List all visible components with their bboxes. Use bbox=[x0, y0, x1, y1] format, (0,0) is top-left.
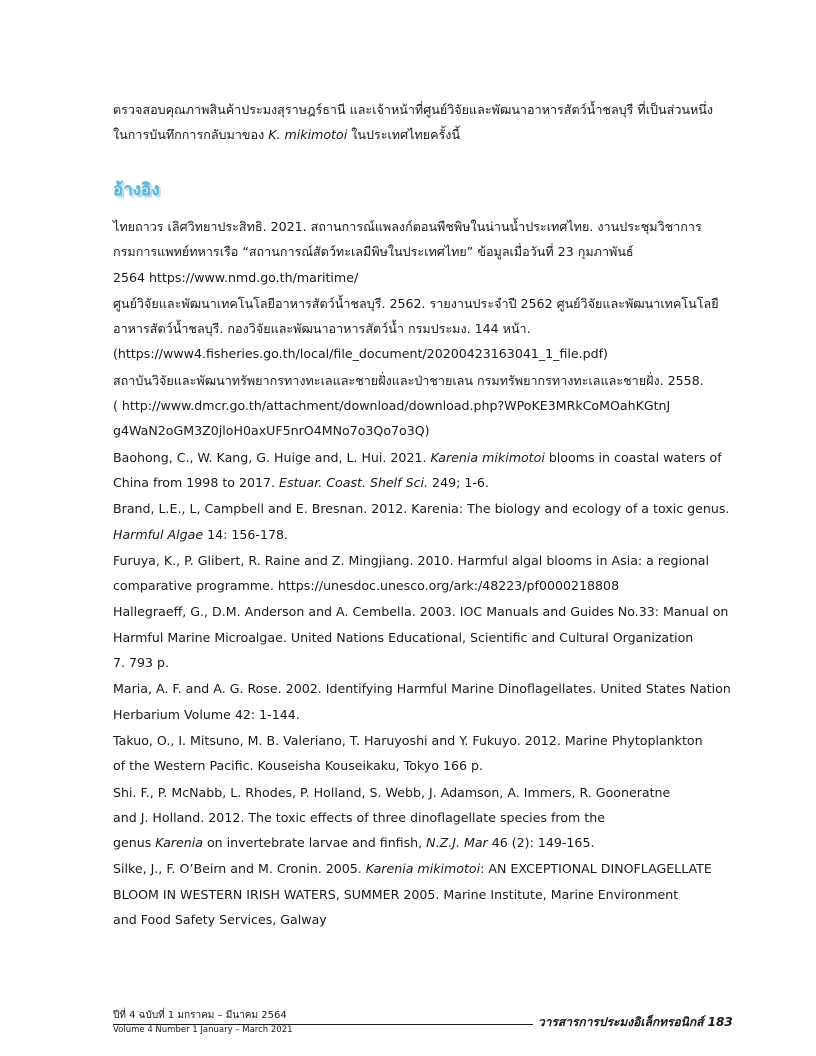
reference-text: and J. Holland. 2012. The toxic effects of three dinoflagellate species from the bbox=[113, 809, 605, 825]
reference-text: Herbarium Volume 42: 1-144. bbox=[113, 706, 300, 722]
reference-entry bbox=[113, 599, 741, 675]
references-heading: อ้างอิง bbox=[113, 180, 160, 200]
footer-issue-thai: ปีที่ 4 ฉบับที่ 1 มกราคม – มีนาคม 2564 bbox=[113, 1010, 287, 1021]
journal-name: Estuar. Coast. Shelf Sci. bbox=[279, 474, 429, 490]
intro-line bbox=[113, 97, 741, 122]
reference-text: 249; 1-6. bbox=[428, 474, 489, 490]
reference-text: of the Western Pacific. Kouseisha Kouseikaku, Tokyo 166 p. bbox=[113, 758, 483, 774]
footer-journal bbox=[538, 1013, 733, 1032]
footer-issue bbox=[113, 1009, 293, 1037]
intro-text: ในประเทศไทยครั้งนี้ bbox=[347, 127, 461, 142]
reference-text: Brand, L.E., L, Campbell and E. Bresnan. 2012. Karenia: The biology and ecology of a toxic genus. bbox=[113, 501, 730, 517]
reference-link[interactable]: 2564 https://www.nmd.go.th/maritime/ bbox=[113, 269, 359, 285]
reference-text: Hallegraeff, G., D.M. Anderson and A. Cembella. 2003. IOC Manuals and Guides No.33: Manual on bbox=[113, 604, 729, 620]
reference-text: สถาบันวิจัยและพัฒนาทรัพยากรทางทะเลและชายฝั่งและป่าชายเลน กรมทรัพยากรทางทะเลและชายฝั่ง. 2558. bbox=[113, 372, 704, 388]
reference-text: China from 1998 to 2017. bbox=[113, 474, 280, 490]
reference-text: Silke, J., F. O’Beirn and M. Cronin. 2005. bbox=[113, 861, 366, 877]
reference-entry bbox=[113, 214, 741, 290]
reference-text: and Food Safety Services, Galway bbox=[113, 912, 327, 928]
footer-issue-english: Volume 4 Number 1 January – March 2021 bbox=[113, 1025, 293, 1035]
reference-text: Shi. F., P. McNabb, L. Rhodes, P. Holland, S. Webb, J. Adamson, A. Immers, R. Gooneratne bbox=[113, 784, 671, 800]
reference-entry bbox=[113, 368, 741, 444]
reference-text: ไทยถาวร เลิศวิทยาประสิทธิ. 2021. สถานการณ์แพลงก์ตอนพืชพิษในน่านน้ำประเทศไทย. งานประชุมวิชาการ bbox=[113, 219, 702, 234]
species-name: Karenia mikimotoi bbox=[430, 449, 545, 465]
reference-entry bbox=[113, 780, 741, 856]
species-name: Karenia mikimotoi bbox=[365, 861, 481, 877]
reference-entry bbox=[113, 548, 741, 599]
species-name: K. mikimotoi bbox=[268, 127, 348, 142]
intro-line bbox=[113, 122, 741, 147]
reference-entry bbox=[113, 445, 741, 496]
reference-text: blooms in coastal waters of bbox=[544, 449, 722, 465]
reference-text: Baohong, C., W. Kang, G. Huige and, L. Hui. 2021. bbox=[113, 449, 431, 465]
reference-text: BLOOM IN WESTERN IRISH WATERS, SUMMER 2005. Marine Institute, Marine Environment bbox=[113, 886, 679, 902]
reference-entry bbox=[113, 676, 741, 727]
species-name: Karenia bbox=[155, 835, 203, 851]
reference-text: 14: 156-178. bbox=[203, 526, 289, 542]
journal-title: วารสารการประมงอิเล็กทรอนิกส์ bbox=[538, 1015, 704, 1029]
reference-entry bbox=[113, 856, 741, 932]
reference-entry bbox=[113, 728, 741, 779]
reference-text: 7. 793 p. bbox=[113, 655, 170, 671]
reference-entry bbox=[113, 291, 741, 367]
reference-link[interactable]: g4WaN2oGM3Z0jloH0axUF5nrO4MNo7o3Qo7o3Q) bbox=[113, 423, 430, 439]
reference-text: Takuo, O., I. Mitsuno, M. B. Valeriano, T. Haruyoshi and Y. Fukuyo. 2012. Marine Phytoplankton bbox=[113, 732, 703, 748]
reference-list bbox=[113, 214, 741, 933]
journal-name: Harmful Algae bbox=[113, 526, 204, 542]
reference-text: Harmful Marine Microalgae. United Nations Educational, Scientific and Cultural Organization bbox=[113, 629, 694, 645]
intro-paragraph bbox=[113, 97, 741, 147]
reference-text: comparative programme. https://unesdoc.unesco.org/ark:/48223/pf0000218808 bbox=[113, 578, 620, 594]
reference-link[interactable]: ( http://www.dmcr.go.th/attachment/download/download.php?WPoKE3MRkCoMOahKGtnJ bbox=[113, 398, 671, 414]
journal-name: N.Z.J. Mar bbox=[426, 835, 488, 851]
reference-text: 46 (2): 149-165. bbox=[487, 835, 595, 851]
reference-text: genus bbox=[113, 835, 156, 851]
page-number: 183 bbox=[707, 1015, 733, 1029]
reference-text: : AN EXCEPTIONAL DINOFLAGELLATE bbox=[480, 861, 712, 877]
reference-text: ศูนย์วิจัยและพัฒนาเทคโนโลยีอาหารสัตว์น้ำชลบุรี. 2562. รายงานประจำปี 2562 ศูนย์วิจัยและพัฒนาเทคโนโลยี bbox=[113, 295, 719, 311]
footer-divider bbox=[113, 1024, 533, 1025]
reference-text: อาหารสัตว์น้ำชลบุรี. กองวิจัยและพัฒนาอาหารสัตว์น้ำ กรมประมง. 144 หน้า. bbox=[113, 321, 531, 337]
reference-text: Furuya, K., P. Glibert, R. Raine and Z. Mingjiang. 2010. Harmful algal blooms in Asia: a regional bbox=[113, 552, 709, 568]
reference-link[interactable]: (https://www4.fisheries.go.th/local/file_document/20200423163041_1_file.pdf) bbox=[113, 346, 608, 362]
reference-text: on invertebrate larvae and finfish, bbox=[202, 835, 427, 851]
intro-text: ในการบันทึกการกลับมาของ bbox=[113, 127, 269, 142]
intro-text: ตรวจสอบคุณภาพสินค้าประมงสุราษฎร์ธานี และเจ้าหน้าที่ศูนย์วิจัยและพัฒนาอาหารสัตว์น้ำชลบุรี ที่เป็นส่วนหนึ่ง bbox=[113, 102, 714, 117]
reference-text: Maria, A. F. and A. G. Rose. 2002. Identifying Harmful Marine Dinoflagellates. United States Nation bbox=[113, 681, 731, 697]
reference-entry bbox=[113, 496, 741, 547]
reference-text: กรมการแพทย์ทหารเรือ “สถานการณ์สัตว์ทะเลมีพิษในประเทศไทย” ข้อมูลเมื่อวันที่ 23 กุมภาพันธ์ bbox=[113, 244, 634, 260]
